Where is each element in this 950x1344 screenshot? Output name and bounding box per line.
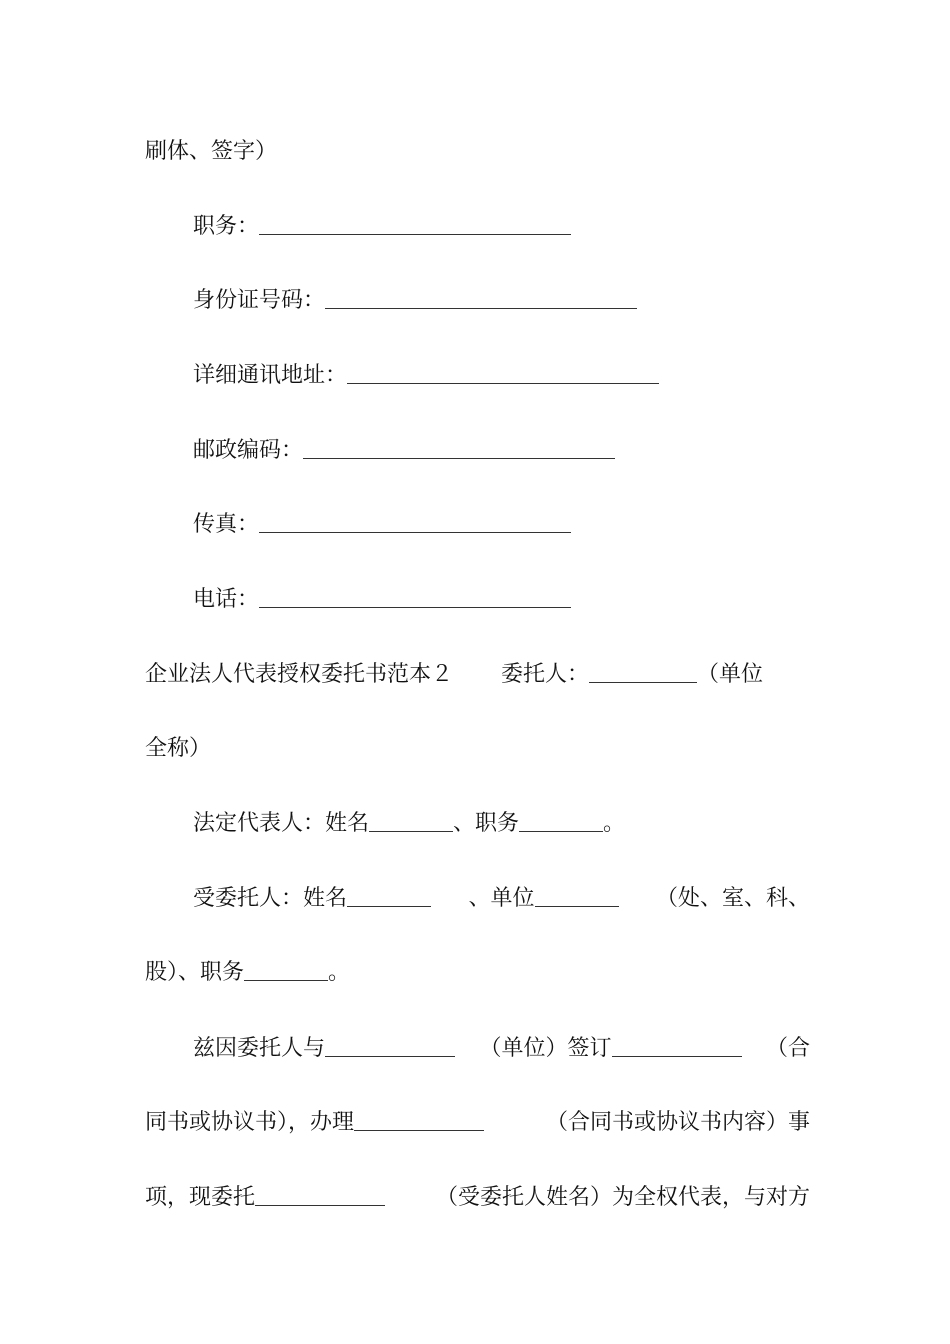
position-blank[interactable] <box>259 212 571 235</box>
phone-label: 电话： <box>193 587 260 612</box>
postcode-blank[interactable] <box>303 436 615 459</box>
fax-blank[interactable] <box>259 510 571 533</box>
text-line-full-name <box>145 734 810 764</box>
text-line-signature-note <box>145 137 810 167</box>
legal-rep-position-blank[interactable] <box>519 809 603 832</box>
counterparty-label: 兹因委托人与 <box>193 1036 326 1061</box>
agent-position-end: 。 <box>328 960 351 985</box>
agent-name-label: 受委托人：姓名 <box>193 886 348 911</box>
address-label: 详细通讯地址： <box>193 363 348 388</box>
postcode-label: 邮政编码： <box>193 438 304 463</box>
id-number-label: 身份证号码： <box>193 288 326 313</box>
field-address <box>193 361 810 391</box>
id-number-blank[interactable] <box>325 286 637 309</box>
agent-position-blank[interactable] <box>244 958 328 981</box>
principal-blank[interactable] <box>589 660 697 683</box>
contract-blank[interactable] <box>612 1034 742 1057</box>
contract-line-2 <box>145 1108 810 1138</box>
legal-rep-position-label: 、职务 <box>453 811 520 836</box>
counterparty-blank[interactable] <box>325 1034 455 1057</box>
handle-group <box>145 1108 484 1138</box>
signature-note-text: 刷体、签字） <box>145 139 278 164</box>
handle-label: 同书或协议书），办理 <box>145 1110 355 1135</box>
agent-position-line <box>145 958 810 988</box>
counterparty-group <box>193 1034 455 1064</box>
fax-label: 传真： <box>193 512 260 537</box>
contract-label: （单位）签订 <box>479 1036 612 1061</box>
agent-line <box>193 884 810 914</box>
agent-unit-blank[interactable] <box>535 884 619 907</box>
field-id-number <box>193 286 810 316</box>
handle-blank[interactable] <box>354 1108 484 1131</box>
agent-dept-text: （处、室、科、 <box>655 886 810 911</box>
field-position <box>193 212 810 242</box>
section-title: 企业法人代表授权委托书范本２ <box>145 662 454 687</box>
section-title-line <box>145 660 810 690</box>
legal-rep-line <box>193 809 810 839</box>
agent-name-blank[interactable] <box>347 884 431 907</box>
contract-content-text: （合同书或协议书内容）事 <box>545 1110 810 1135</box>
legal-rep-name-label: 法定代表人：姓名 <box>193 811 370 836</box>
delegate-text: （受委托人姓名）为全权代表，与对方 <box>435 1185 810 1210</box>
agent-unit-group <box>468 884 618 914</box>
position-label: 职务： <box>193 214 260 239</box>
agent-position-label: 股）、职务 <box>145 960 245 985</box>
legal-rep-end: 。 <box>603 811 626 836</box>
contract-line-3 <box>145 1183 810 1213</box>
delegate-group <box>145 1183 385 1213</box>
principal-tail: （单位 <box>697 662 764 687</box>
contract-tail: （合 <box>765 1036 810 1061</box>
legal-rep-name-blank[interactable] <box>369 809 453 832</box>
agent-unit-label: 、单位 <box>468 886 535 911</box>
address-blank[interactable] <box>347 361 659 384</box>
field-postcode <box>193 436 810 466</box>
delegate-label: 项，现委托 <box>145 1185 256 1210</box>
phone-blank[interactable] <box>259 585 571 608</box>
delegate-blank[interactable] <box>255 1183 385 1206</box>
field-fax <box>193 510 810 540</box>
contract-group <box>479 1034 741 1064</box>
agent-name-group <box>193 884 431 914</box>
contract-line-1 <box>193 1034 810 1064</box>
principal-label: 委托人： <box>501 662 590 687</box>
full-name-text: 全称） <box>145 736 212 761</box>
field-phone <box>193 585 810 615</box>
